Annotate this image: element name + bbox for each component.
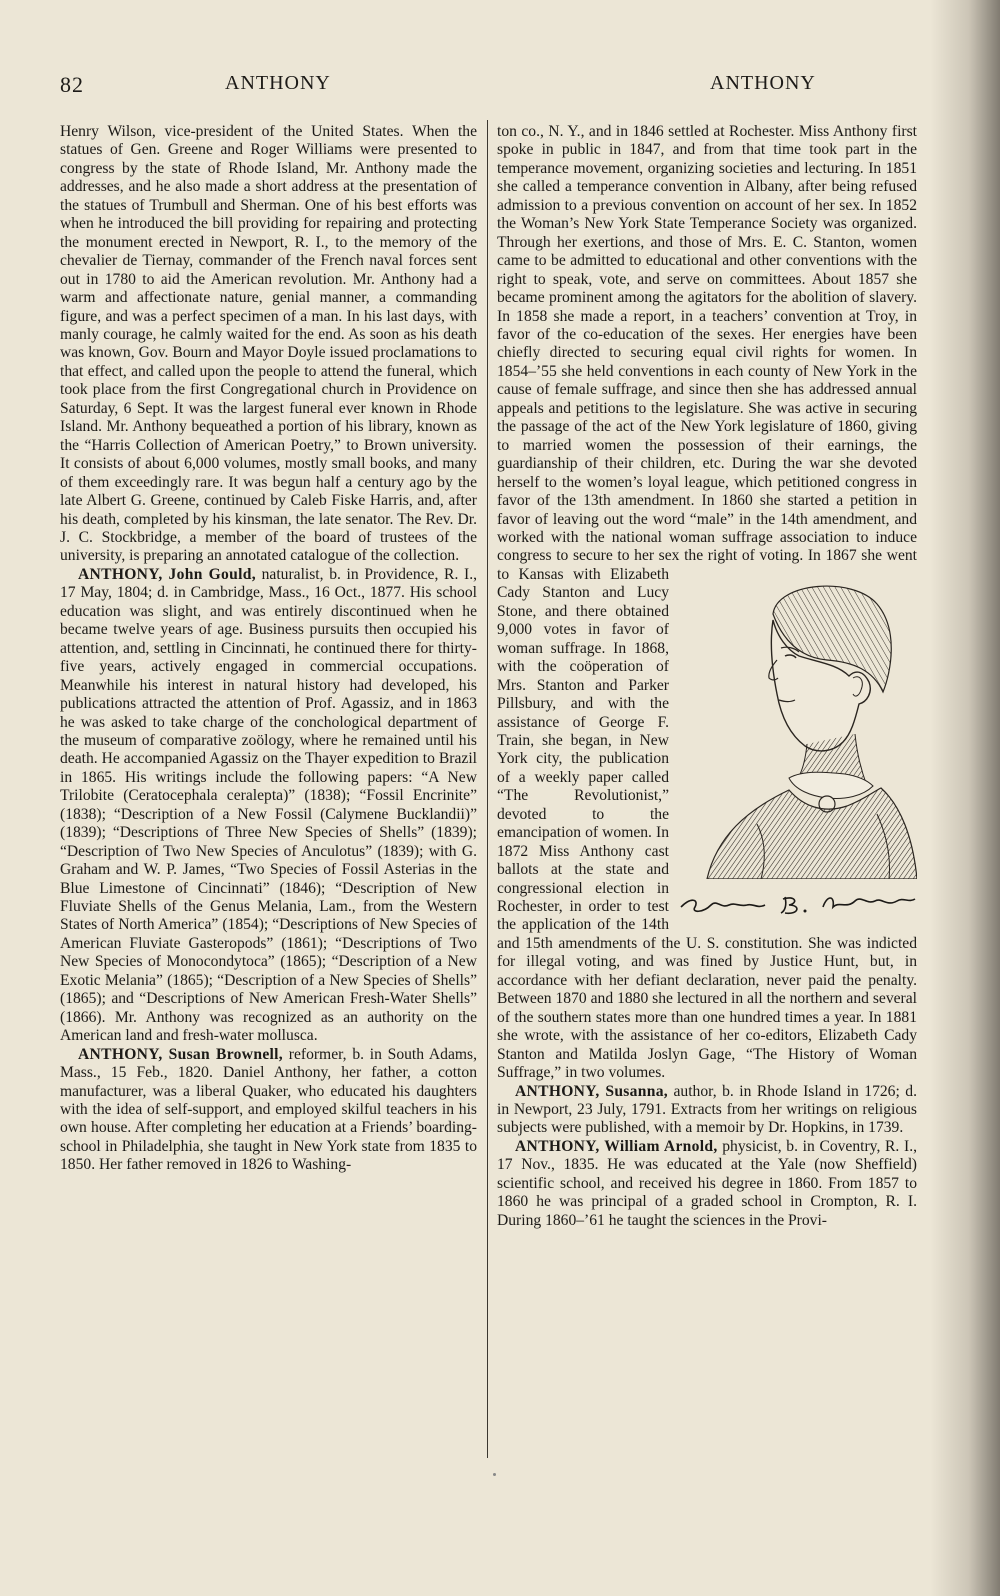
page-edge-shadow (930, 0, 1000, 1596)
susan-continuation-text: ton co., N. Y., and in 1846 settled at Rochester. Miss Anthony first spoke in public in 1847, and from that time took part in the temperance movement, organizing societies and lecturing. In 1851 she called a temperance convention in Albany, after being refused admission to a previous convention on account of her sex. In 1852 the Woman’s New York State Temperance Society was organized. Through her exertions, and those of Mrs. E. C. Stanton, women came to be admitted to educational and other conventions with the right to speak, vote, and serve on committees. About 1857 she became prominent among the agitators for the abolition of slavery. In 1858 she made a report, in a teachers’ convention at Troy, in favor of the co-education of the sexes. Her energies have been chiefly directed to securing equal civil rights for women. In 1854–’55 she held conventions in each county of New York in the cause of female suffrage, and since then she has addressed annual appeals and petitions to the legislature. She was active in securing the passage of the act of the New York legislature of 1860, giving to married women the possession of their earnings, the guardianship of their children, etc. During the war she devoted herself to the women’s loyal league, which petitioned congress in favor of the 13th amendment. In 1860 she started a petition in favor of leaving out the word “male” in the 14th amendment, and worked with the national woman suffrage association to induce congress to secure to her sex the right of voting. In 1867 she went to Kansas with Elizabeth Cady Stanton and Lucy Stone, and there obtained 9,000 votes in favor of woman suffrage. In 1868, with the coöperation of Mrs. Stanton and Parker Pillsbury, and with the assistance of George F. Train, she began, in New York city, the publication of a weekly paper called “The Revolutionist,” devoted to the emancipation of women. In 1872 Miss Anthony cast ballots at the state and congressional election in Rochester, in order to test the application of the 14th and 15th amendments of the U. S. constitution. She was indicted for illegal voting, and was fined by Justice Hunt, but, in accordance with her defiant declaration, never paid the penalty. Between 1870 and 1880 she lectured in all the northern and several of the southern states more than one hundred times a year. In 1881 she wrote, with the assistance of her co-editors, Elizabeth Cady Stanton and Matilda Joslyn Gage, “The History of Woman Suffrage,” in two volumes. (497, 123, 917, 1082)
entry-susan-brownell-anthony (60, 1046, 477, 1175)
page-number: 82 (60, 72, 84, 97)
entry-headword: ANTHONY, John Gould, (78, 565, 256, 583)
entry-william-arnold-anthony (497, 1138, 917, 1230)
left-column (60, 123, 477, 1468)
right-running-title: ANTHONY (710, 72, 816, 94)
entry-body: physicist, b. in Coventry, R. I., 17 Nov., 1835. He was educated at the Yale (now Sheffield) scientific school, and received his degree in 1860. From 1857 to 1860 he was principal of a graded school in Crompton, R. I. During 1860–’61 he taught the sciences in the Provi- (497, 1137, 917, 1229)
entry-body: reformer, b. in South Adams, Mass., 15 Feb., 1820. Daniel Anthony, her father, a cotton manufacturer, was a liberal Quaker, who educated his daughters with the idea of self-support, and employed skilful teachers in his own house. After completing her education at a Friends’ boarding-school in Philadelphia, she taught in New York state from 1835 to 1850. Her father removed in 1826 to Washing- (60, 1045, 477, 1174)
running-head (60, 72, 920, 98)
column-rule (487, 120, 488, 1458)
portrait-engraving (677, 574, 917, 879)
left-running-title: ANTHONY (225, 72, 331, 94)
entry-susanna-anthony (497, 1083, 917, 1138)
entry-john-gould-anthony (60, 566, 477, 1046)
entry-headword: ANTHONY, Susanna, (515, 1082, 669, 1100)
entry-headword: ANTHONY, Susan Brownell, (78, 1045, 284, 1063)
portrait-figure (677, 574, 917, 919)
entry-body: author, b. in Rhode Island in 1726; d. in Newport, 23 July, 1791. Extracts from her writings on religious subjects were published, with a memoir by Dr. Hopkins, in 1739. (497, 1082, 917, 1137)
signature (677, 887, 917, 919)
entry-headword: ANTHONY, William Arnold, (515, 1137, 718, 1155)
wilson-continuation: Henry Wilson, vice-president of the United States. When the statues of Gen. Greene and Roger Williams were presented to congress by the state of Rhode Island, Mr. Anthony made the addresses, and he also made a short address at the presentation of the statues of Trumbull and Sherman. One of his best efforts was when he introduced the bill providing for repairing and protecting the monument erected in Newport, R. I., to the memory of the chevalier de Tiernay, commander of the French naval forces sent out in 1780 to aid the American revolution. Mr. Anthony had a warm and affectionate nature, genial manner, a commanding figure, and was a perfect specimen of a man. In his last days, with manly courage, he calmly waited for the end. As soon as his death was known, Gov. Bourn and Mayor Doyle issued proclamations to that effect, and called upon the people to attend the funeral, which took place from the first Congregational church in Providence on Saturday, 6 Sept. It was the largest funeral ever known in Rhode Island. Mr. Anthony bequeathed a portion of his library, known as the “Harris Collection of American Poetry,” to Brown university. It consists of about 6,000 volumes, mostly small books, and many of them exceedingly rare. It was begun half a century ago by the late Albert G. Greene, continued by Caleb Fiske Harris, and, after his death, completed by his kinsman, the late senator. The Rev. Dr. J. C. Stockbridge, a member of the board of trustees of the university, is preparing an annotated catalogue of the collection. (60, 123, 477, 565)
entry-body: naturalist, b. in Providence, R. I., 17 May, 1804; d. in Cambridge, Mass., 16 Oct., 1877. His school education was slight, and was entirely discontinued when he became twelve years of age. Business pursuits then occupied his attention, and, settling in Cincinnati, he continued there for thirty-five years, actively engaged in commercial occupations. Meanwhile his interest in natural history had developed, his publications attracted the attention of Prof. Agassiz, and in 1863 he was asked to take charge of the conchological department of the museum of comparative zoölogy, where he remained until his death. He accompanied Agassiz on the Thayer expedition to Brazil in 1865. His writings include the following papers: “A New Trilobite (Ceratocephala ceralepta)” (1838); “Fossil Encrinite” (1838); “Description of a New Fossil (Calymene Bucklandii)” (1839); “Descriptions of Three New Species of Shells” (1839); “Description of Two New Species of Anculotus” (1839); with G. Graham and W. P. James, “Two Species of Fossil Asterias in the Blue Limestone of Cincinnati” (1846); “Description of New Fluviate Shells of the Genus Melania, Lam., from the Western States of North America” (1854); “Descriptions of New Species of American Fluviate Gasteropods” (1861); “Descriptions of Two New Species of Monocondytoca” (1865); “Description of a New Exotic Melania” (1865); “Description of a New Species of Shells” (1865); and “Descriptions of New American Fresh-Water Shells” (1866). Mr. Anthony was recognized as an authority on the American land and fresh-water mollusca. (60, 565, 477, 1045)
print-speck (493, 1473, 496, 1476)
right-column-text (497, 123, 917, 1468)
